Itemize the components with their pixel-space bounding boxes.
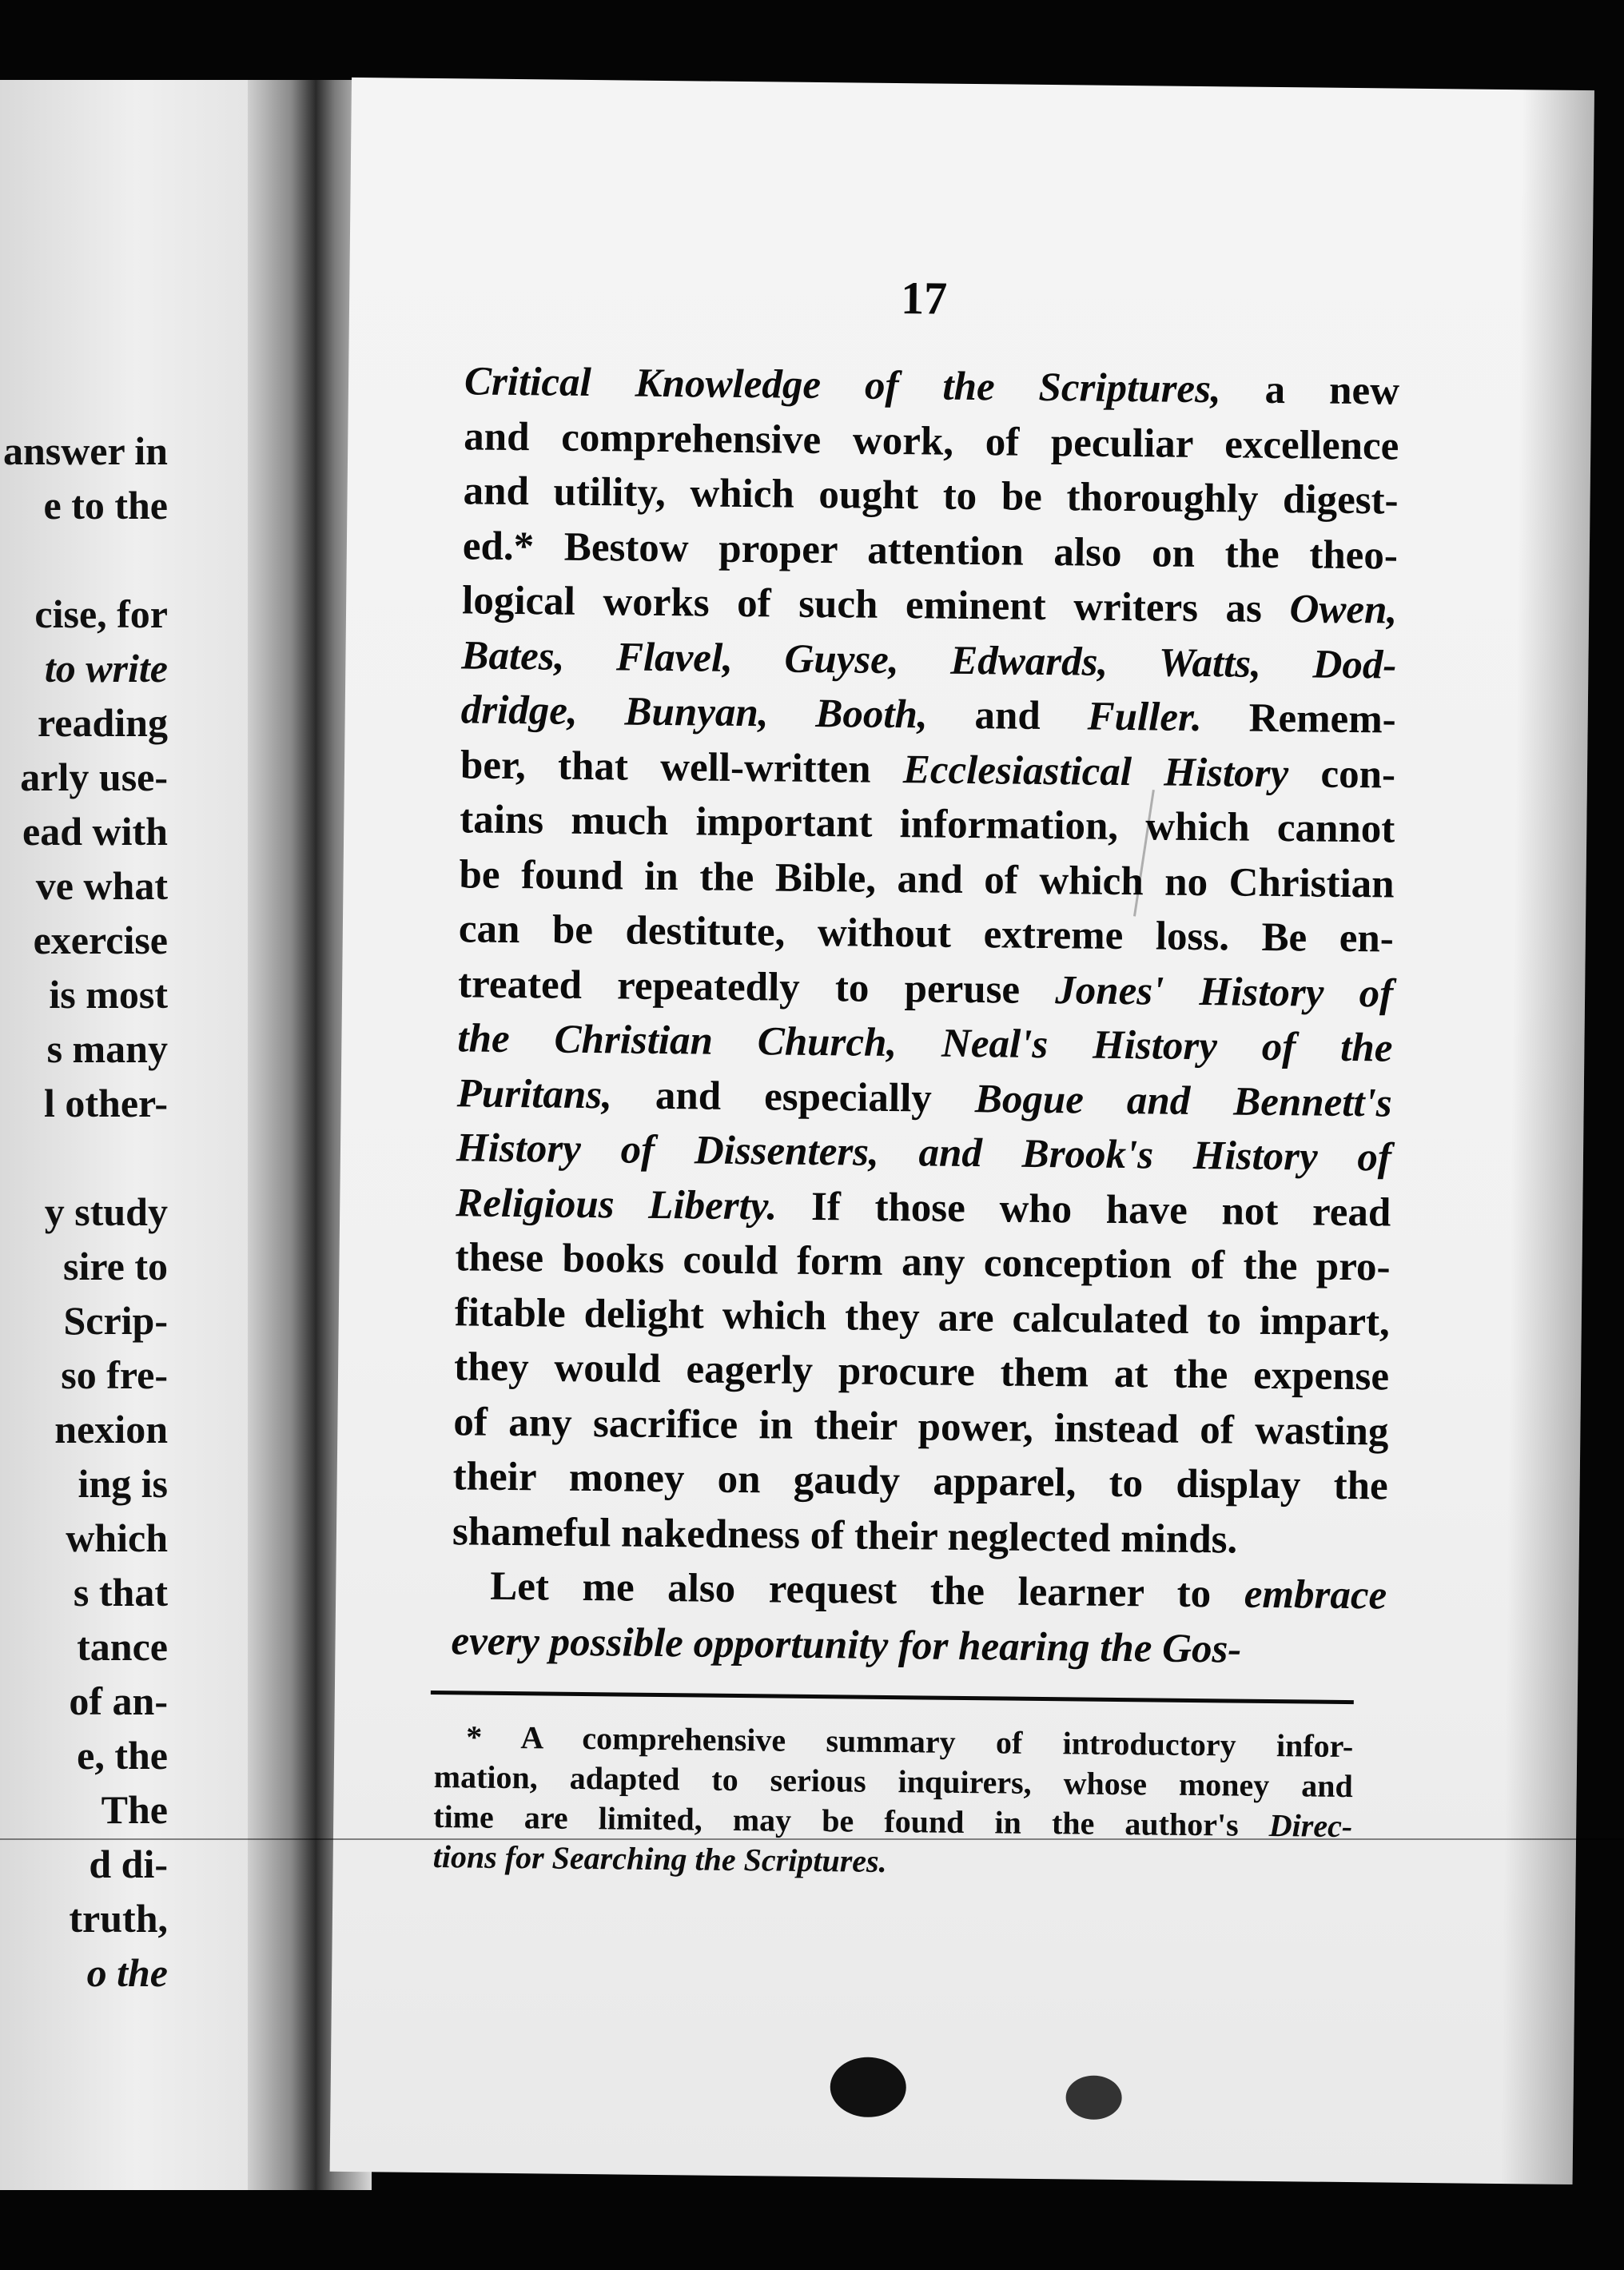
body-text-line — [455, 1285, 1391, 1350]
body-text-line — [459, 902, 1395, 966]
body-text-line — [464, 354, 1400, 419]
scan-line-artifact — [0, 1838, 1624, 1840]
left-page-fragment: o the — [86, 1950, 168, 1995]
left-page-fragment: exercise — [33, 918, 168, 962]
body-text-line — [463, 519, 1399, 583]
footnote-segment: tions for Searching the Scriptures. — [432, 1838, 887, 1879]
left-page-fragment: reading — [38, 700, 168, 745]
body-text-segment: shameful nakedness of their neglected minds. — [452, 1508, 1238, 1563]
body-text-line — [452, 1449, 1388, 1514]
left-page-fragment: is most — [49, 972, 168, 1017]
body-text-line — [452, 1504, 1388, 1569]
body-text-segment: Fuller. — [1087, 694, 1203, 741]
left-page-fragment: cise, for — [34, 591, 168, 636]
body-text-line — [457, 1011, 1393, 1076]
body-text-segment: be found in the Bible, and of which no Christian — [459, 851, 1395, 907]
body-text-line — [464, 409, 1399, 474]
body-text-segment: tains much important information, which cannot — [460, 797, 1395, 852]
body-text-segment: Jones' History of — [1055, 967, 1394, 1017]
left-page-fragment: ing is — [78, 1461, 168, 1506]
left-page-fragment: sire to — [63, 1244, 168, 1288]
left-page-fragment: tance — [77, 1624, 168, 1669]
left-page-fragment: y study — [44, 1189, 168, 1234]
body-text-segment: they would eagerly procure them at the expense — [453, 1344, 1390, 1400]
body-text-segment: Critical Knowledge of the Scriptures, — [464, 359, 1222, 412]
body-text-segment: ber, that well-written — [460, 742, 904, 792]
body-text-line — [456, 1121, 1392, 1185]
footnote-segment: * A comprehensive summary of introductory infor- — [466, 1718, 1354, 1765]
body-text-segment: every possible opportunity for hearing the Gos- — [451, 1618, 1242, 1672]
body-text-segment: their money on gaudy apparel, to display the — [452, 1454, 1388, 1509]
footnote-segment: time are limited, may be found in the author's — [433, 1798, 1270, 1843]
body-text-segment: and comprehensive work, of peculiar excellence — [464, 413, 1399, 469]
body-text-segment: of any sacrifice in their power, instead of wasting — [453, 1399, 1389, 1455]
page-number: 17 — [900, 272, 948, 325]
page-edge-shadow — [1501, 90, 1594, 2184]
body-text-segment: and — [927, 692, 1088, 739]
body-text-segment: Let me also request the learner to — [489, 1563, 1245, 1617]
body-text-segment: embrace — [1244, 1571, 1387, 1619]
left-page-fragment: e to the — [43, 483, 168, 528]
body-text-segment: Ecclesiastical History — [902, 747, 1289, 796]
left-page-fragment: ve what — [35, 863, 168, 908]
body-text-segment: treated repeatedly to peruse — [457, 961, 1056, 1013]
left-page-fragment: The — [101, 1787, 168, 1832]
body-text-line — [460, 683, 1396, 747]
left-page-fragment: e, the — [77, 1733, 168, 1778]
left-page-fragment: nexion — [54, 1407, 168, 1452]
body-text-line — [461, 628, 1397, 693]
body-text-segment: Religious Liberty. — [456, 1180, 778, 1229]
body-text-line — [454, 1340, 1390, 1404]
body-text-line — [460, 738, 1396, 802]
body-text-segment: the Christian Church, Neal's History of the — [457, 1016, 1393, 1071]
body-text-line — [458, 957, 1394, 1022]
left-page-fragment: d di- — [89, 1842, 168, 1886]
right-page — [330, 78, 1594, 2184]
left-page-fragment: ead with — [22, 809, 168, 854]
body-text-line — [456, 1066, 1392, 1131]
body-text-line — [452, 1559, 1387, 1623]
body-text-segment: can be destitute, without extreme loss. Be en- — [458, 906, 1395, 962]
left-page-fragment: s many — [46, 1026, 168, 1071]
body-text-segment: If those who have not read — [777, 1184, 1391, 1236]
left-page-fragment: of an- — [69, 1679, 168, 1723]
footnote-segment: Direc- — [1268, 1806, 1353, 1845]
left-page-fragment: which — [66, 1515, 168, 1560]
body-text-segment: Puritans, — [456, 1070, 613, 1117]
body-text-segment: Bates, Flavel, Guyse, Edwards, Watts, Dod- — [461, 632, 1397, 688]
body-text-line — [463, 464, 1399, 528]
body-text-line — [460, 792, 1395, 857]
body-text-segment: and utility, which ought to be thoroughly digest- — [463, 468, 1399, 524]
body-text-segment: fitable delight which they are calculated to impart, — [454, 1289, 1391, 1345]
body-text-segment: dridge, Bunyan, Booth, — [460, 687, 928, 738]
left-page-fragment: answer in — [2, 428, 168, 473]
body-text-segment: Bogue and Bennett's — [974, 1076, 1392, 1126]
body-text-line — [459, 847, 1395, 912]
body-text-line — [451, 1614, 1387, 1679]
left-page-fragment: l other- — [43, 1081, 168, 1125]
footnote-rule — [431, 1691, 1354, 1704]
body-text-segment: these books could form any conception of the pro- — [455, 1235, 1391, 1290]
left-page-fragment: truth, — [69, 1896, 168, 1941]
body-text-segment: con- — [1288, 751, 1396, 798]
body-text-segment: Remem- — [1201, 695, 1397, 743]
left-page-fragment: so fre- — [61, 1352, 168, 1397]
body-text-segment: and especially — [611, 1072, 976, 1121]
body-text-line — [455, 1230, 1391, 1295]
footnote — [432, 1717, 1353, 1886]
body-text-line — [453, 1395, 1389, 1460]
left-page-fragment: Scrip- — [63, 1298, 168, 1343]
body-text — [451, 354, 1399, 1678]
body-text-segment: ed.* Bestow proper attention also on the theo- — [462, 523, 1399, 579]
body-text-line — [462, 573, 1398, 638]
body-text-segment: History of Dissenters, and Brook's History of — [456, 1125, 1392, 1181]
body-text-segment: a new — [1220, 367, 1400, 414]
body-text-segment: Owen, — [1289, 587, 1398, 633]
footnote-segment: mation, adapted to serious inquirers, whose money and — [433, 1758, 1353, 1805]
ink-blot — [830, 2057, 906, 2117]
left-page-fragment: arly use- — [20, 755, 168, 799]
body-text-line — [456, 1176, 1391, 1241]
ink-smudge — [1065, 2075, 1122, 2120]
body-text-segment: logical works of such eminent writers as — [461, 578, 1290, 632]
left-page-fragment: s that — [73, 1570, 168, 1615]
left-page-fragment: to write — [44, 646, 168, 691]
